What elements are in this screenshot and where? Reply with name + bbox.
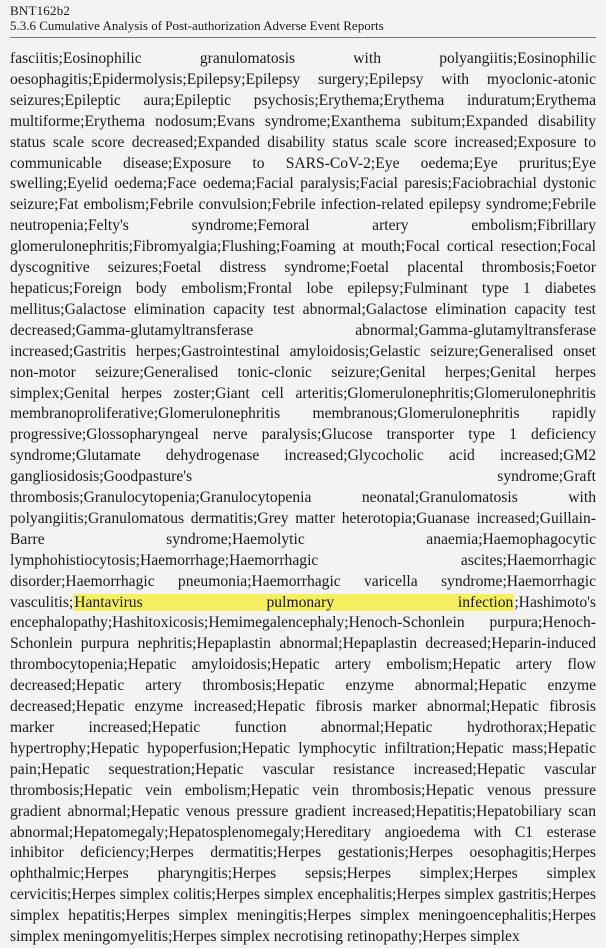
section-title: 5.3.6 Cumulative Analysis of Post-authorization Adverse Event Reports xyxy=(10,18,384,33)
text-after-highlight: ;Hashimoto's encephalopathy;Hashitoxicosis;Hemimegalencephaly;Henoch-Schonlein purpura;Henoch-Schonlein purpura nephritis;Hepaplastin abnormal;Hepaplastin decreased;Heparin-induced thrombocytopenia;Hepatic amyloidosis;Hepatic artery embolism;Hepatic artery flow decreased;Hepatic artery thrombosis;Hepatic enzyme abnormal;Hepatic enzyme decreased;Hepatic enzyme increased;Hepatic fibrosis marker abnormal;Hepatic fibrosis marker increased;Hepatic function abnormal;Hepatic hydrothorax;Hepatic hypertrophy;Hepatic hypoperfusion;Hepatic lymphocytic infiltration;Hepatic mass;Hepatic pain;Hepatic sequestration;Hepatic vascular resistance increased;Hepatic vascular thrombosis;Hepatic vein embolism;Hepatic vein thrombosis;Hepatic venous pressure gradient abnormal;Hepatic venous pressure gradient increased;Hepatitis;Hepatobiliary scan abnormal;Hepatomegaly;Hepatosplenomegaly;Hereditary angioedema with C1 esterase inhibitor deficiency;Herpes dermatitis;Herpes gestationis;Herpes oesophagitis;Herpes ophthalmic;Herpes pharyngitis;Herpes sepsis;Herpes simplex;Herpes simplex cervicitis;Herpes simplex colitis;Herpes simplex encephalitis;Herpes simplex gastritis;Herpes simplex hepatitis;Herpes simplex meningitis;Herpes simplex meningoencephalitis;Herpes simplex meningomyelitis;Herpes simplex necrotising retinopathy;Herpes simplex xyxy=(10,593,596,946)
page-header xyxy=(10,4,596,38)
adverse-event-list xyxy=(10,49,596,948)
header-divider xyxy=(10,37,596,38)
highlighted-term: Hantavirus pulmonary infection xyxy=(74,593,514,611)
document-id: BNT162b2 xyxy=(10,3,71,18)
text-before-highlight: fasciitis;Eosinophilic granulomatosis with polyangiitis;Eosinophilic oesophagitis;Epidermolysis;Epilepsy;Epilepsy surgery;Epilepsy with myoclonic-atonic seizures;Epileptic aura;Epileptic psychosis;Erythema;Erythema induratum;Erythema multiforme;Erythema nodosum;Evans syndrome;Exanthema subitum;Expanded disability status scale score decreased;Expanded disability status scale score increased;Exposure to communicable disease;Exposure to SARS-CoV-2;Eye oedema;Eye pruritus;Eye swelling;Eyelid oedema;Face oedema;Facial paralysis;Facial paresis;Faciobrachial dystonic seizure;Fat embolism;Febrile convulsion;Febrile infection-related epilepsy syndrome;Febrile neutropenia;Felty's syndrome;Femoral artery embolism;Fibrillary glomerulonephritis;Fibromyalgia;Flushing;Foaming at mouth;Focal cortical resection;Focal dyscognitive seizures;Foetal distress syndrome;Foetal placental thrombosis;Foetor hepaticus;Foreign body embolism;Frontal lobe epilepsy;Fulminant type 1 diabetes mellitus;Galactose elimination capacity test abnormal;Galactose elimination capacity test decreased;Gamma-glutamyltransferase abnormal;Gamma-glutamyltransferase increased;Gastritis herpes;Gastrointestinal amyloidosis;Gelastic seizure;Generalised onset non-motor seizure;Generalised tonic-clonic seizure;Genital herpes;Genital herpes simplex;Genital herpes zoster;Giant cell arteritis;Glomerulonephritis;Glomerulonephritis membranoproliferative;Glomerulonephritis membranous;Glomerulonephritis rapidly progressive;Glossopharyngeal nerve paralysis;Glucose transporter type 1 deficiency syndrome;Glutamate dehydrogenase increased;Glycocholic acid increased;GM2 gangliosidosis;Goodpasture's syndrome;Graft thrombosis;Granulocytopenia;Granulocytopenia neonatal;Granulomatosis with polyangiitis;Granulomatous dermatitis;Grey matter heterotopia;Guanase increased;Guillain-Barre syndrome;Haemolytic anaemia;Haemophagocytic lymphohistiocytosis;Haemorrhage;Haemorrhagic ascites;Haemorrhagic disorder;Haemorrhagic pneumonia;Haemorrhagic varicella syndrome;Haemorrhagic vasculitis; xyxy=(10,50,596,611)
